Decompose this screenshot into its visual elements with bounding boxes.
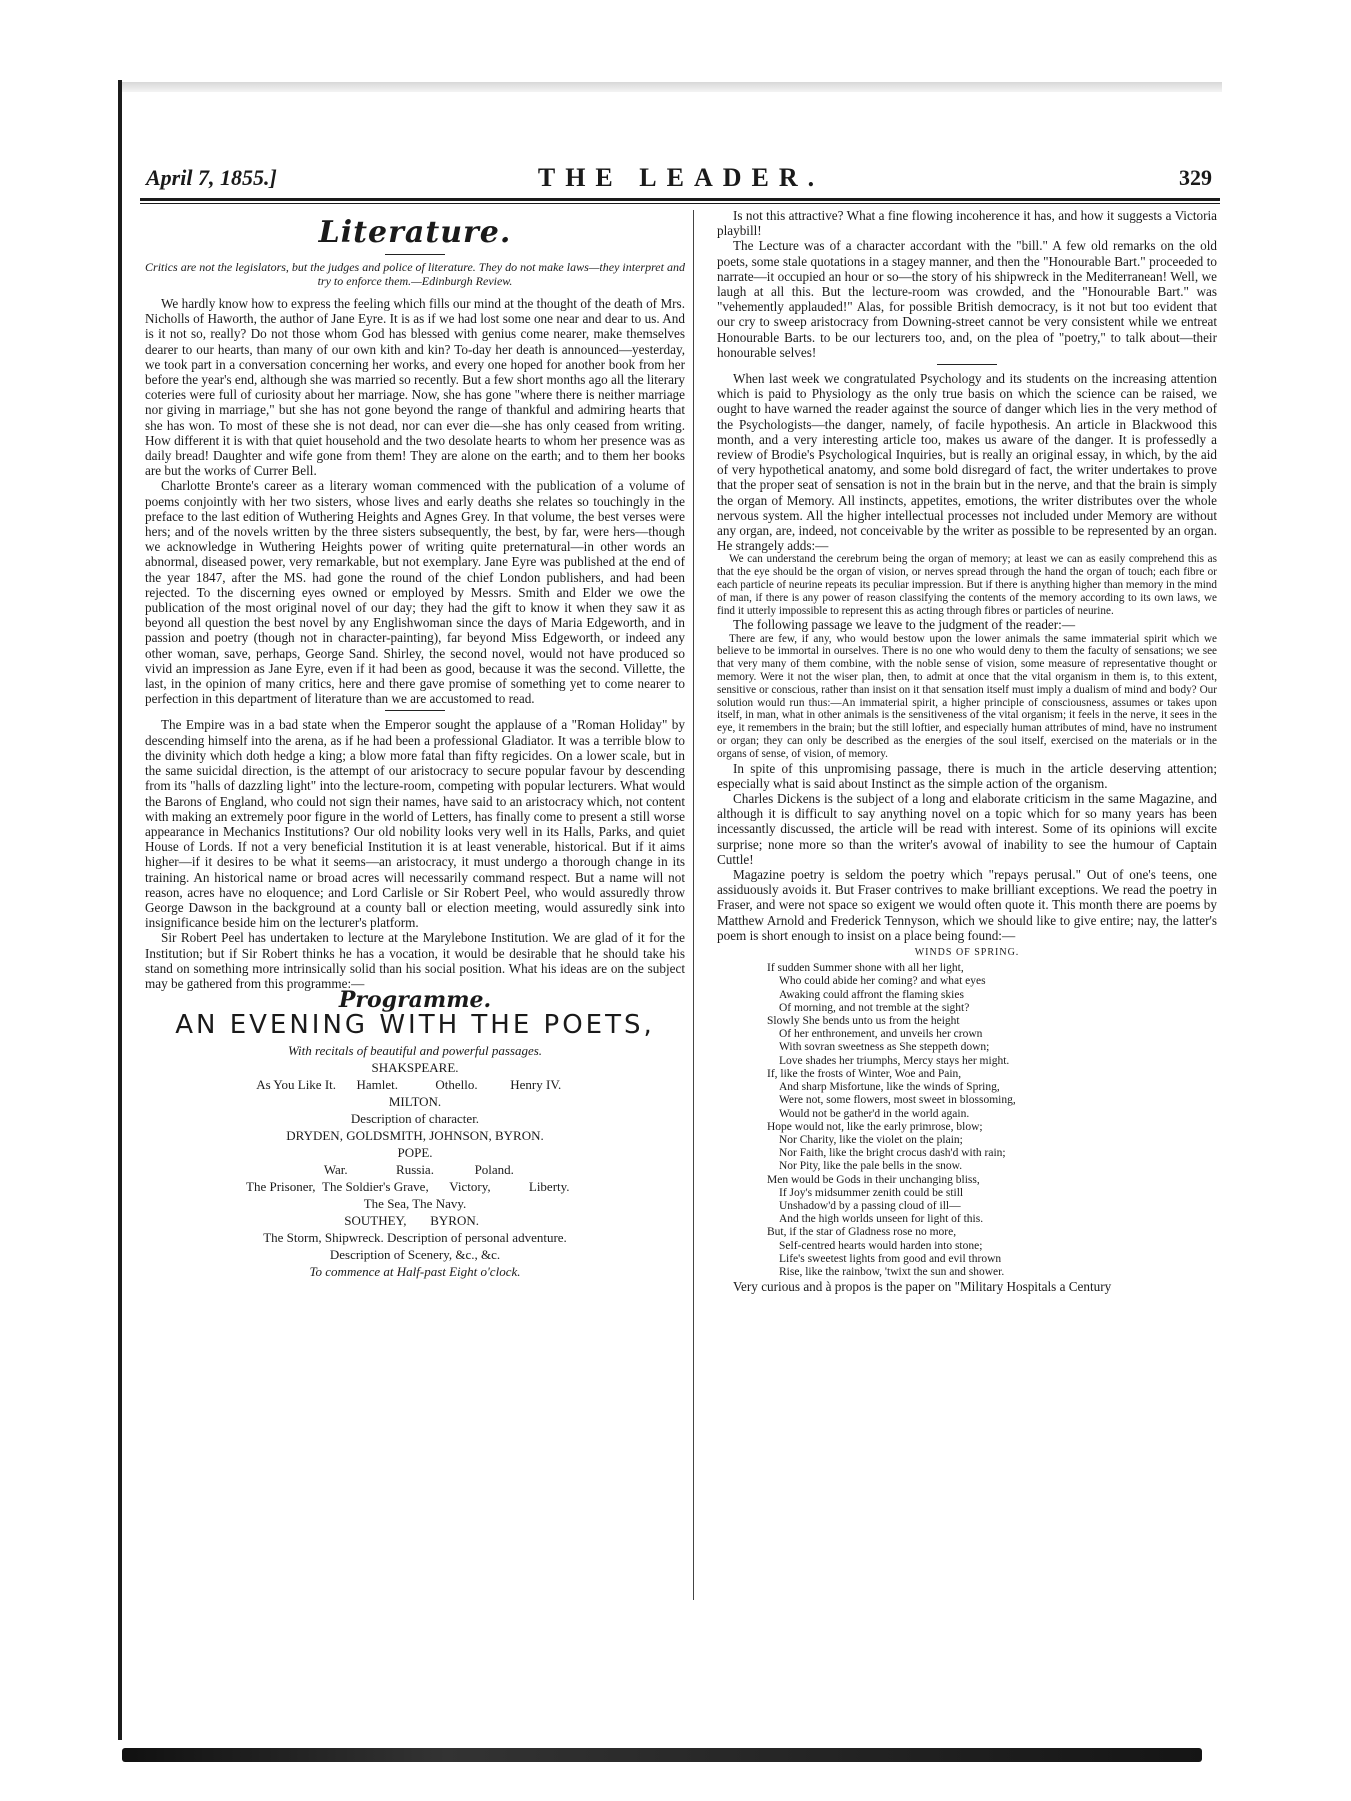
programme-item: Description of personal adventure. [387, 1230, 567, 1246]
poem-line: Who could abide her coming? and what eyes [779, 975, 986, 988]
section-title: Literature. [318, 215, 512, 250]
poem-line: If Joy's midsummer zenith could be still [779, 1186, 964, 1199]
article-paragraph: Very curious and à propos is the paper on "Military Hospitals a Century [733, 1279, 1112, 1295]
section-rule [385, 710, 445, 711]
page-edge-top [122, 82, 1222, 92]
programme-line [145, 1161, 685, 1178]
poem-line: Nor Faith, like the bright crocus dash'd with rain; [779, 1147, 1006, 1160]
poem-line: Life's sweetest lights from good and evil thrown [779, 1252, 1002, 1265]
header-rule [140, 198, 1220, 201]
page-number: 329 [1179, 165, 1212, 190]
article-paragraph: Is not this attractive? What a fine flowing incoherence it has, and how it suggests a Victoria playbill! [717, 208, 1217, 239]
programme-line [145, 1212, 685, 1229]
poem-line: If sudden Summer shone with all her light, [767, 962, 964, 975]
poem-title: WINDS OF SPRING. [914, 947, 1020, 959]
programme-item: SOUTHEY, [344, 1213, 407, 1229]
poem-line: Were not, some flowers, most sweet in blossoming, [779, 1094, 1016, 1107]
page-edge-left [118, 80, 122, 1740]
poem-line: Love shades her triumphs, Mercy stays her might. [779, 1054, 1010, 1067]
article-paragraph: We hardly know how to express the feeling which fills our mind at the thought of the death of Mrs. Nicholls of Haworth, the author of Jane Eyre. It is as if we had lost some one near and dear to us. And is it not so, really? Do not those whom God has blessed with genius come nearer, make themselves dearer to our hearts, than many of our own kith and kin? To-day her death is announced—yesterday, we took part in a conversation concerning her works, and every one hoped for another book from her before the year's end, although she was married so recently. But a few short months ago all the literary coteries were full of curiosity about her marriage. Now, she has gone "where there is neither marriage nor giving in marriage," but she has not gone beyond the range of thankful and admiring hearts that she has won. To most of these she is not dead, nor can ever die—she has only ceased from writing. How different it is with that quiet household and the two desolate hearts to whom her presence was as daily bread! Daughter and wife gone from them! They are alone on the earth; and to them her books are but the works of Currer Bell. [145, 296, 685, 479]
programme-item: The Soldier's Grave, [322, 1179, 429, 1195]
article-paragraph: Sir Robert Peel has undertaken to lecture at the Marylebone Institution. We are glad of it for the Institution; but if Sir Robert thinks he has a vocation, it would be desirable that he should take his stand on something more intrinsically solid than his social position. What his ideas are on the subject may be gathered from this programme:— [145, 930, 685, 991]
article-paragraph: The following passage we leave to the judgment of the reader:— [733, 617, 1076, 633]
poem-line: Men would be Gods in their unchanging bliss, [767, 1173, 980, 1186]
issue-date: April 7, 1855.] [146, 165, 277, 190]
poem-line: And sharp Misfortune, like the winds of Spring, [779, 1081, 1000, 1094]
quote-text: There are few, if any, who would bestow upon the lower animals the same immaterial spirit which we believe to be immortal in ourselves. There is no one who would deny to them the faculty of sensations; we see that very many of them combine, with the noble sense of vision, some measure of representative thought or memory. Were it not the wiser plan, then, to admit at once that the vital organism in them is, to this extent, sensitive or conscious, rather than insist on it that sensation itself must imply a dualism of mind and body? Our solution would run thus:—An immaterial spirit, a higher principle of consciousness, assumes or takes upon itself, in man, what in other animals is the sensitiveness of the vital organism; it feels in the nerve, it sees in the eye, it remembers in the brain; but the still loftier, and especially human attributes of mind, have no instrument or organ; they can only be described as the energies of the soul itself, exercised on the materials or in the organs of sense, of vision, of memory. [717, 632, 1217, 760]
section-rule [937, 364, 997, 365]
page-edge-bottom [122, 1748, 1202, 1762]
poem-line: If, like the frosts of Winter, Woe and Pain, [767, 1067, 962, 1080]
article-paragraph: Charles Dickens is the subject of a long and elaborate criticism in the same Magazine, and although it is difficult to say anything novel on a topic which for so many years has been incessantly discussed, the article will be read with interest. Some of its opinions will excite surprise; none more so than the writer's avowal of inability to see the humour of Captain Cuttle! [717, 791, 1217, 867]
programme-line: SHAKSPEARE. [371, 1060, 459, 1076]
programme-item: Hamlet. [356, 1077, 399, 1093]
poem-line: Hope would not, like the early primrose, blow; [767, 1120, 983, 1133]
article-paragraph: The Empire was in a bad state when the Emperor sought the applause of a "Roman Holiday" by descending himself into the arena, as if he had been a professional Gladiator. It was a terrible blow to the divinity which doth hedge a king; a blow more fatal than fifty regicides. On a lower scale, but in the same suicidal direction, is the attempt of our aristocracy to secure popular favour by descending from its "halls of dazzling light" into the lecture-room, competing with popular lecturers. What would the Barons of England, who could not sign their names, have said to an aristocracy which, not content with making an extremely poor figure in the world of Letters, has finally come to present a still worse appearance in Mechanics Institutions? Our old nobility looks very well in its Halls, Parks, and quiet House of Lords. If not a very beneficial Institution it is at least venerable, historical. But if it aims higher—if it desires to be what it seems—an aristocracy, it must undergo a thorough change in its training. An historical name or broad acres will necessarily command respect. But a name will not reason, acres have no eloquence; and Lord Carlisle or Sir Robert Peel, who would assuredly throw George Dawson in the background at a county ball or election meeting, would assuredly sink into insignificance beside him on the lecturer's platform. [145, 717, 685, 931]
programme-item: Victory, [449, 1179, 491, 1195]
programme-item: Poland. [474, 1162, 514, 1178]
programme-line: DRYDEN, GOLDSMITH, JOHNSON, BYRON. [286, 1128, 544, 1144]
left-column [145, 210, 685, 1280]
programme-line: To commence at Half-past Eight o'clock. [309, 1264, 521, 1280]
poem-line: But, if the star of Gladness rose no more, [767, 1226, 957, 1239]
programme-item: Russia. [396, 1162, 434, 1178]
programme-item: Othello. [435, 1077, 478, 1093]
poem [767, 962, 1217, 1279]
article-paragraph: Magazine poetry is seldom the poetry which "repays perusal." Out of one's teens, one assiduously avoids it. But Fraser contrives to make brilliant exceptions. We read the poetry in Fraser, and were not space so exigent we would often quote it. This month there are poems by Matthew Arnold and Frederick Tennyson, which we should like to give entire; nay, the latter's poem is short enough to insist on a place being found:— [717, 867, 1217, 943]
programme-item: Henry IV. [510, 1077, 562, 1093]
programme-line: The Sea, The Navy. [363, 1196, 467, 1212]
header-rule-thin [140, 203, 1220, 204]
programme-item: The Prisoner, [246, 1179, 316, 1195]
programme-heading: Programme. [338, 987, 492, 1014]
poem-line: Of morning, and not tremble at the sight? [779, 1001, 970, 1014]
quote-text: We can understand the cerebrum being the organ of memory; at least we can as easily comprehend this as that the eye should be the organ of vision, or nerves spread through the hand the organ of touch; each fibre or each particle of neurine repeats its peculiar impression. But if there is anything higher than memory in the mind of man, if there is any power of reason classifying the contents of the memory according to its own laws, we find it utterly impossible to represent this as acting through fibres or particles of neurine. [717, 553, 1217, 617]
quoted-passage [717, 553, 1217, 617]
poem-line: Nor Pity, like the pale bells in the snow. [779, 1160, 963, 1173]
article-paragraph: Charlotte Bronte's career as a literary woman commenced with the publication of a volume of poems conjointly with her two sisters, whose lives and early deaths she relates so touchingly in the preface to the last edition of Wuthering Heights and Agnes Grey. In that volume, the best verses were hers; and of the novels written by the three sisters subsequently, the best, by far, were hers—though we acknowledge in Wuthering Heights power of writing quite preternatural—in other words an abnormal, diseased power, very remarkable, but not exemplary. Jane Eyre was published at the end of the year 1847, after the MS. had gone the round of the chief London publishers, and had been rejected. To the discerning eyes owned or employed by Messrs. Smith and Elder we owe the publication of the most original novel of our day; they had the gift to know it when they saw it as beyond all question the best novel by any Englishwoman since the days of Maria Edgeworth, and in passion and poetry (though not in character-painting), far beyond Miss Edgeworth, or indeed any other woman, save, perhaps, George Sand. Shirley, the second novel, would not have produced so vivid an impression as Jane Eyre, even if it had been as good, because it was the second. Villette, the last, in the opinion of many critics, here and there gave promise of something yet to come nearer to perfection in this department of literature than we are accustomed to read. [145, 478, 685, 707]
poem-line: Unshadow'd by a passing cloud of ill— [779, 1199, 961, 1212]
poem-line: And the high worlds unseen for light of this. [779, 1213, 984, 1226]
column-divider [693, 210, 694, 1600]
programme-line: MILTON. [388, 1094, 442, 1110]
newspaper-title: THE LEADER. [537, 163, 825, 192]
poem-line: Nor Charity, like the violet on the plain; [779, 1133, 963, 1146]
article-paragraph: In spite of this unpromising passage, there is much in the article deserving attention; especially what is said about Instinct as the simple action of the organism. [717, 760, 1217, 791]
poem-line: With sovran sweetness as She steppeth down; [779, 1041, 990, 1054]
programme-line: Description of character. [350, 1111, 480, 1127]
programme-title: AN EVENING WITH THE POETS, [175, 1010, 655, 1041]
article-paragraph: The Lecture was of a character accordant with the "bill." A few old remarks on the old poets, some stale quotations in a stagey manner, and then the "Honourable Bart." proceeded to narrate—it occupied an hour or so—the story of his shipwreck in the Mediterranean! Well, we laugh at all this. But the lecture-room was crowded, and the "Honourable Bart." was "vehemently applauded!" Alas, for possible British democracy, is it not but too evident that our cry to sweep aristocracy from Downing-street cannot be very consistent while we entreat Honourable Barts. to be our lecturers too, and, on the plea of "poetry," to talk about—their honourable selves! [717, 238, 1217, 360]
poem-line: Rise, like the rainbow, 'twixt the sun and shower. [779, 1265, 1005, 1278]
poem-line: Self-centred hearts would harden into stone; [779, 1239, 983, 1252]
right-column [717, 208, 1217, 1294]
epigraph: Critics are not the legislators, but the judges and police of literature. They do not make laws—they interpret and try to enforce them.—Edinburgh Review. [145, 260, 685, 288]
quoted-passage [717, 633, 1217, 761]
poem-line: Would not be gather'd in the world again. [779, 1107, 970, 1120]
programme-item: BYRON. [430, 1213, 479, 1229]
programme-item: War. [323, 1162, 348, 1178]
poem-line: Of her enthronement, and unveils her crown [779, 1028, 983, 1041]
programme-line [145, 1076, 685, 1093]
programme-item: As You Like It. [256, 1077, 337, 1093]
article-paragraph: When last week we congratulated Psychology and its students on the increasing attention which is paid to Physiology as the only true basis on which the science can be raised, we ought to have warned the reader against the source of danger which lies in the very method of the Psychologists—the danger, namely, of facile hypothesis. An article in Blackwood this month, and a very interesting article too, makes us aware of the danger. It is professedly a review of Brodie's Psychological Inquiries, but is really an original essay, in which, by the aid of very hypothetical anatomy, and some bold disregard of fact, the writer undertakes to prove that the proper seat of sensation is not in the brain but in the nerve, and that the brain is simply the organ of Memory. All instincts, appetites, emotions, the writer distributes over the whole nervous system. All the higher intellectual processes not included under Memory are without any organ, are, indeed, not conceivable by the writer as possible to be represented by an organ. He strangely adds:— [717, 371, 1217, 554]
programme-subtitle: With recitals of beautiful and powerful passages. [287, 1043, 543, 1059]
poem-line: Awaking could affront the flaming skies [779, 988, 964, 1001]
programme-line [145, 1178, 685, 1195]
programme-item: Liberty. [528, 1179, 570, 1195]
programme-line: Description of Scenery, &c., &c. [329, 1247, 501, 1263]
title-rule [385, 254, 445, 255]
poem-line: Slowly She bends unto us from the height [767, 1015, 960, 1028]
programme-item: The Storm, Shipwreck. [263, 1230, 384, 1246]
programme-line [145, 1229, 685, 1246]
programme-line: POPE. [397, 1145, 433, 1161]
